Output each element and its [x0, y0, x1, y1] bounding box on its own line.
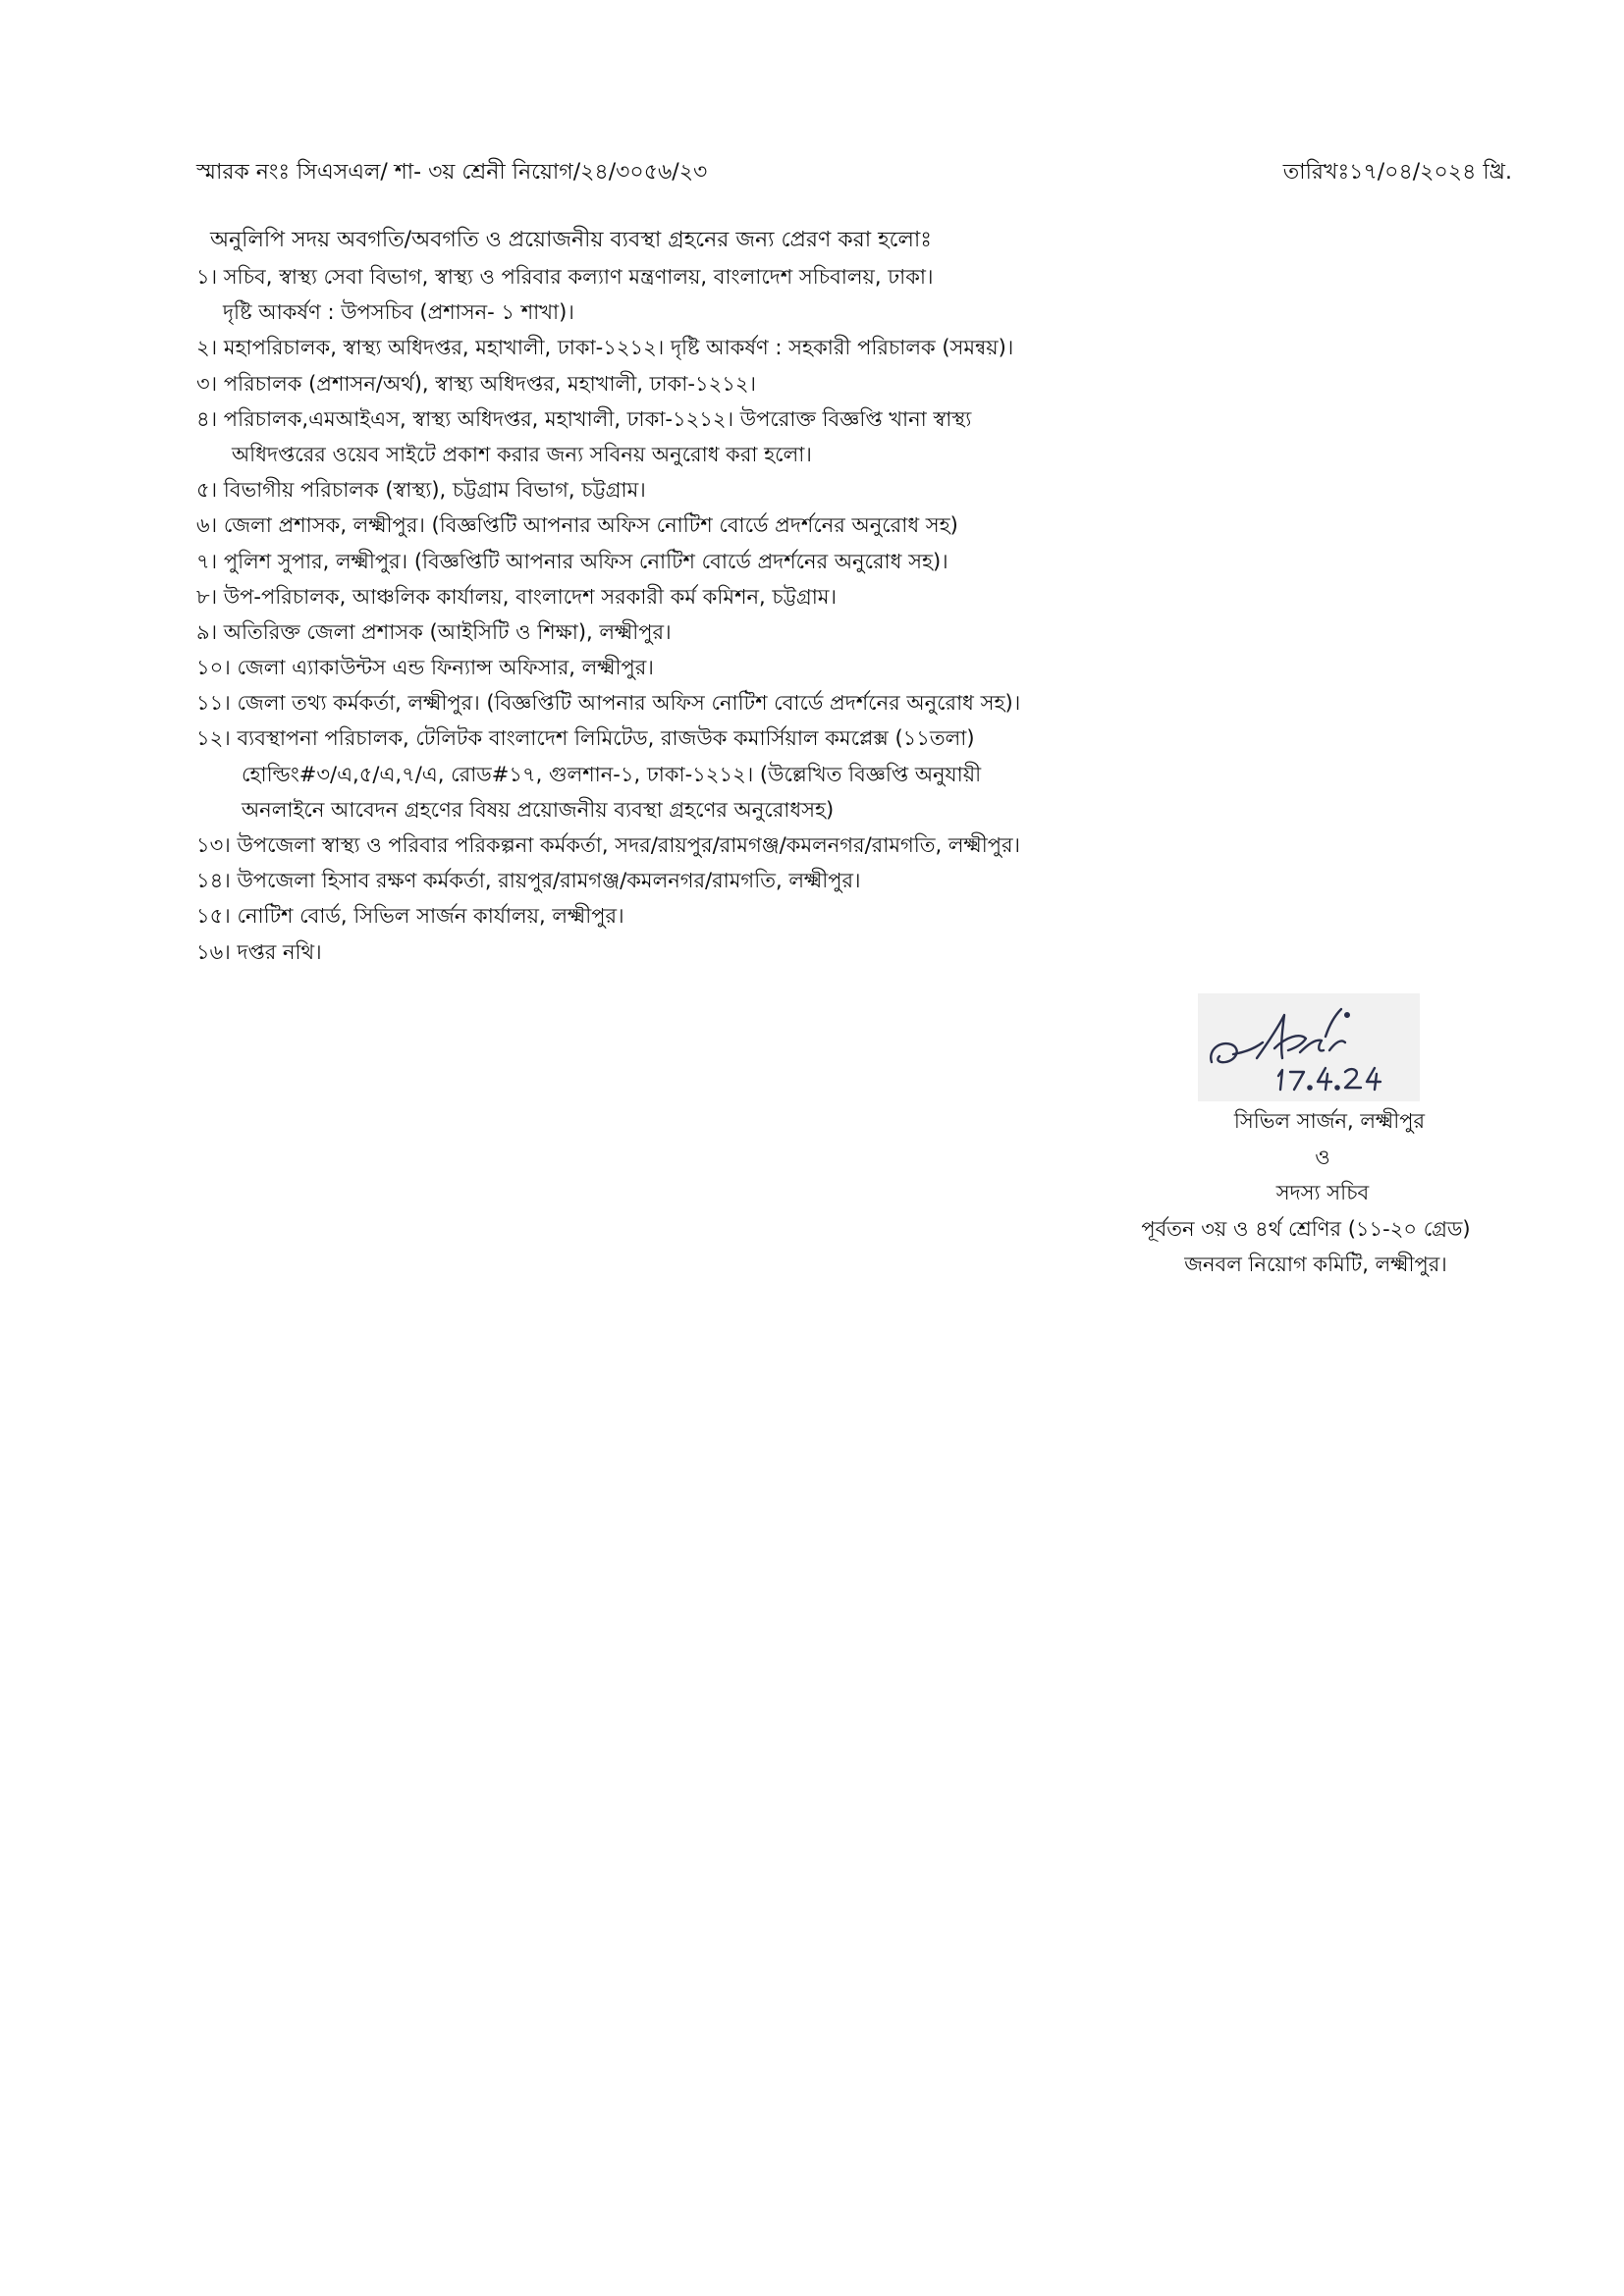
list-item: ১২। ব্যবস্থাপনা পরিচালক, টেলিটক বাংলাদেশ লিমিটেড, রাজউক কমার্সিয়াল কমপ্লেক্স (১১তলা) — [196, 726, 975, 751]
list-item: ১৪। উপজেলা হিসাব রক্ষণ কর্মকর্তা, রায়পুর/রামগঞ্জ/কমলনগর/রামগতি, লক্ষ্মীপুর। — [196, 869, 861, 893]
list-item: ১। সচিব, স্বাস্থ্য সেবা বিভাগ, স্বাস্থ্য ও পরিবার কল্যাণ মন্ত্রণালয়, বাংলাদেশ সচিবালয়, ঢাকা। — [196, 265, 934, 289]
list-item: ১১। জেলা তথ্য কর্মকর্তা, লক্ষ্মীপুর। (বিজ্ঞপ্তিটি আপনার অফিস নোটিশ বোর্ডে প্রদর্শনের অনুরোধ সহ)। — [196, 691, 1021, 716]
signatory-conjunction: ও — [1315, 1145, 1330, 1169]
list-item: ২। মহাপরিচালক, স্বাস্থ্য অধিদপ্তর, মহাখালী, ঢাকা-১২১২। দৃষ্টি আকর্ষণ : সহকারী পরিচালক (সমন্বয়)। — [196, 336, 1014, 360]
memo-date: তারিখঃ১৭/০৪/২০২৪ খ্রি. — [1282, 160, 1512, 185]
list-item-continuation: অধিদপ্তরের ওয়েব সাইটে প্রকাশ করার জন্য সবিনয় অনুরোধ করা হলো। — [232, 442, 812, 466]
list-item: ৯। অতিরিক্ত জেলা প্রশাসক (আইসিটি ও শিক্ষা), লক্ষ্মীপুর। — [196, 619, 672, 644]
signatory-designation: সিভিল সার্জন, লক্ষ্মীপুর — [1233, 1109, 1426, 1133]
memo-number: স্মারক নংঃ সিএসএল/ শা- ৩য় শ্রেনী নিয়োগ/২৪/৩০৫৬/২৩ — [196, 160, 708, 185]
list-item: ১৫। নোটিশ বোর্ড, সিভিল সার্জন কার্যালয়, লক্ষ্মীপুর। — [196, 904, 624, 929]
list-item: ৪। পরিচালক,এমআইএস, স্বাস্থ্য অধিদপ্তর, মহাখালী, ঢাকা-১২১২। উপরোক্ত বিজ্ঞপ্তি খানা স্বাস্থ্য — [196, 406, 972, 431]
distribution-list — [196, 259, 1473, 970]
list-item-continuation: হোল্ডিং#৩/এ,৫/এ,৭/এ, রোড#১৭, গুলশান-১, ঢাকা-১২১২। (উল্লেখিত বিজ্ঞপ্তি অনুযায়ী — [242, 762, 982, 786]
list-item: ৩। পরিচালক (প্রশাসন/অর্থ), স্বাস্থ্য অধিদপ্তর, মহাখালী, ঢাকা-১২১২। — [196, 371, 757, 396]
handwritten-signature — [1198, 993, 1420, 1101]
signatory-committee: জনবল নিয়োগ কমিটি, লক্ষ্মীপুর। — [1184, 1253, 1447, 1276]
list-item: ১৬। দপ্তর নথি। — [196, 939, 322, 964]
list-item-continuation: দৃষ্টি আকর্ষণ : উপসচিব (প্রশাসন- ১ শাখা)। — [223, 300, 574, 325]
list-item: ১৩। উপজেলা স্বাস্থ্য ও পরিবার পরিকল্পনা কর্মকর্তা, সদর/রায়পুর/রামগঞ্জ/কমলনগর/রামগতি, লক্ষ্মীপুর। — [196, 833, 1021, 857]
signatory-committee-grade: পূর্বতন ৩য় ও ৪র্থ শ্রেণির (১১-২০ গ্রেড) — [1141, 1216, 1471, 1241]
list-item: ৫। বিভাগীয় পরিচালক (স্বাস্থ্য), চট্টগ্রাম বিভাগ, চট্টগ্রাম। — [196, 478, 646, 503]
signatory-role: সদস্য সচিব — [1275, 1181, 1370, 1204]
list-item: ৮। উপ-পরিচালক, আঞ্চলিক কার্যালয়, বাংলাদেশ সরকারী কর্ম কমিশন, চট্টগ্রাম। — [196, 584, 837, 609]
list-item: ১০। জেলা এ্যাকাউন্টস এন্ড ফিন্যান্স অফিসার, লক্ষ্মীপুর। — [196, 656, 654, 680]
list-item-continuation: অনলাইনে আবেদন গ্রহণের বিষয় প্রয়োজনীয় ব্যবস্থা গ্রহণের অনুরোধসহ) — [242, 797, 835, 822]
list-item: ৭। পুলিশ সুপার, লক্ষ্মীপুর। (বিজ্ঞপ্তিটি আপনার অফিস নোটিশ বোর্ডে প্রদর্শনের অনুরোধ সহ)। — [196, 549, 948, 573]
list-item: ৬। জেলা প্রশাসক, লক্ষ্মীপুর। (বিজ্ঞপ্তিটি আপনার অফিস নোটিশ বোর্ডে প্রদর্শনের অনুরোধ সহ) — [196, 513, 958, 538]
signatory-block — [1090, 1103, 1522, 1283]
copy-intro: অনুলিপি সদয় অবগতি/অবগতি ও প্রয়োজনীয় ব্যবস্থা গ্রহনের জন্য প্রেরণ করা হলোঃ — [210, 228, 933, 252]
